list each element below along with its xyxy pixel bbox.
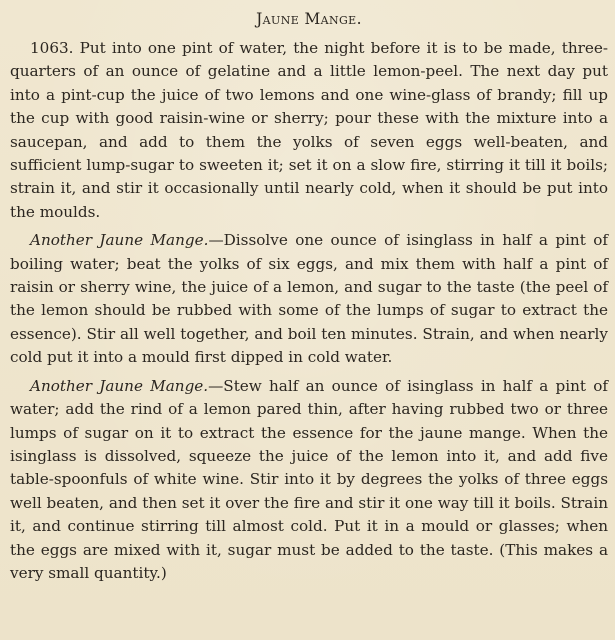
recipe-body: —Stew half an ounce of isinglass in half a pint of water; add the rind of a lemon pared thin, after having rubbed two or three lumps of sugar on it to extract the essence for the jaune mange. When the isinglass is dissolved, squeeze the juice of the lemon into it, and add five table-spoonfuls of white wine. Stir into it by degrees the yolks of three eggs well beaten, and then set it over the fire and stir it one way till it boils. Strain it, and continue stirring till almost cold. Put it in a mould or glasses; when the eggs are mixed with it, sugar must be added to the taste. (This makes a very small quantity.) (10, 376, 608, 582)
recipe-paragraph-text (10, 37, 608, 224)
recipe-paragraph-another-1 (10, 229, 608, 369)
recipe-body: —Dissolve one ounce of isinglass in half a pint of boiling water; beat the yolks of six eggs, and mix them with half a pint of raisin or sherry wine, the juice of a lemon, and sugar to the taste (the peel of the lemon should be rubbed with some of the lumps of sugar to extract the essence). Stir all well together, and boil ten minutes. Strain, and when nearly cold put it into a mould first dipped in cold water. (10, 231, 608, 367)
recipe-paragraph-text (10, 229, 608, 369)
recipe-heading: Another Jaune Mange. (30, 376, 209, 395)
recipe-title-text: Jaune Mange. (256, 10, 362, 28)
recipe-number: 1063. (30, 39, 74, 57)
recipe-title (10, 8, 608, 30)
recipe-paragraph-text (10, 375, 608, 586)
recipe-paragraph-1063 (10, 37, 608, 224)
recipe-body: Put into one pint of water, the night before it is to be made, three-quarters of an ounce of gelatine and a little lemon-peel. The next day put into a pint-cup the juice of two lemons and one wine-glass of brandy; fill up the cup with good raisin-wine or sherry; pour these with the mixture into a saucepan, and add to them the yolks of seven eggs well-beaten, and sufficient lump-sugar to sweeten it; set it on a slow fire, stirring it till it boils; strain it, and stir it occasionally until nearly cold, when it should be put into the moulds. (10, 39, 609, 221)
recipe-paragraph-another-2 (10, 375, 608, 586)
recipe-heading: Another Jaune Mange. (30, 231, 209, 250)
